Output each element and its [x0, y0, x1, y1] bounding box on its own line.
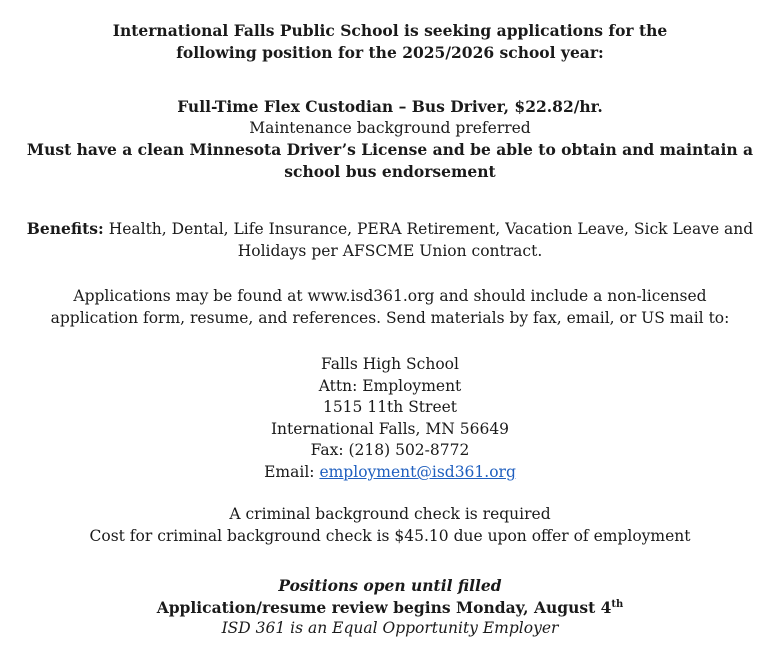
address-email-line [0, 462, 780, 484]
benefits-label: Benefits: [26, 219, 104, 238]
benefits-text-1: Health, Dental, Life Insurance, PERA Retirement, Vacation Leave, Sick Leave and [103, 220, 754, 238]
email-link[interactable]: employment@isd361.org [319, 462, 516, 481]
header-line-2: following position for the 2025/2026 school year: [176, 42, 604, 62]
header-line-1: International Falls Public School is seeking applications for the [112, 21, 668, 40]
position-section [0, 96, 780, 182]
mailing-address [0, 354, 780, 484]
posting-header [0, 20, 780, 63]
position-requirement-line-2: school bus endorsement [284, 161, 496, 181]
address-name: Falls High School [321, 355, 459, 373]
applications-line-2: application form, resume, and references. Send materials by fax, email, or US mail to: [50, 308, 730, 327]
positions-open-until-filled: Positions open until filled [278, 576, 502, 595]
review-begins-line [0, 597, 780, 619]
position-requirement-line-1: Must have a clean Minnesota Driver’s License and be able to obtain and maintain a [26, 140, 754, 160]
applications-section [0, 286, 780, 329]
address-attn: Attn: Employment [318, 376, 462, 395]
review-date-suffix: th [611, 598, 624, 610]
closing-section [0, 575, 780, 640]
review-begins-text: Application/resume review begins Monday, August 4 [156, 597, 612, 617]
applications-line-1: Applications may be found at www.isd361.org and should include a non-licensed [73, 287, 707, 305]
position-preferred: Maintenance background preferred [249, 118, 531, 137]
background-check-line-1: A criminal background check is required [229, 505, 551, 523]
email-label: Email: [264, 462, 320, 481]
address-fax: Fax: (218) 502-8772 [310, 441, 470, 460]
benefits-line-2: Holidays per AFSCME Union contract. [237, 241, 543, 260]
benefits-line-1 [0, 218, 780, 241]
position-title: Full-Time Flex Custodian – Bus Driver, $22.82/hr. [177, 97, 603, 116]
background-check-section [0, 504, 780, 547]
equal-opportunity-statement: ISD 361 is an Equal Opportunity Employer [221, 619, 559, 638]
address-city: International Falls, MN 56649 [270, 419, 510, 438]
benefits-section [0, 218, 780, 262]
background-check-line-2: Cost for criminal background check is $45.10 due upon offer of employment [89, 526, 691, 545]
address-street: 1515 11th Street [322, 398, 458, 417]
